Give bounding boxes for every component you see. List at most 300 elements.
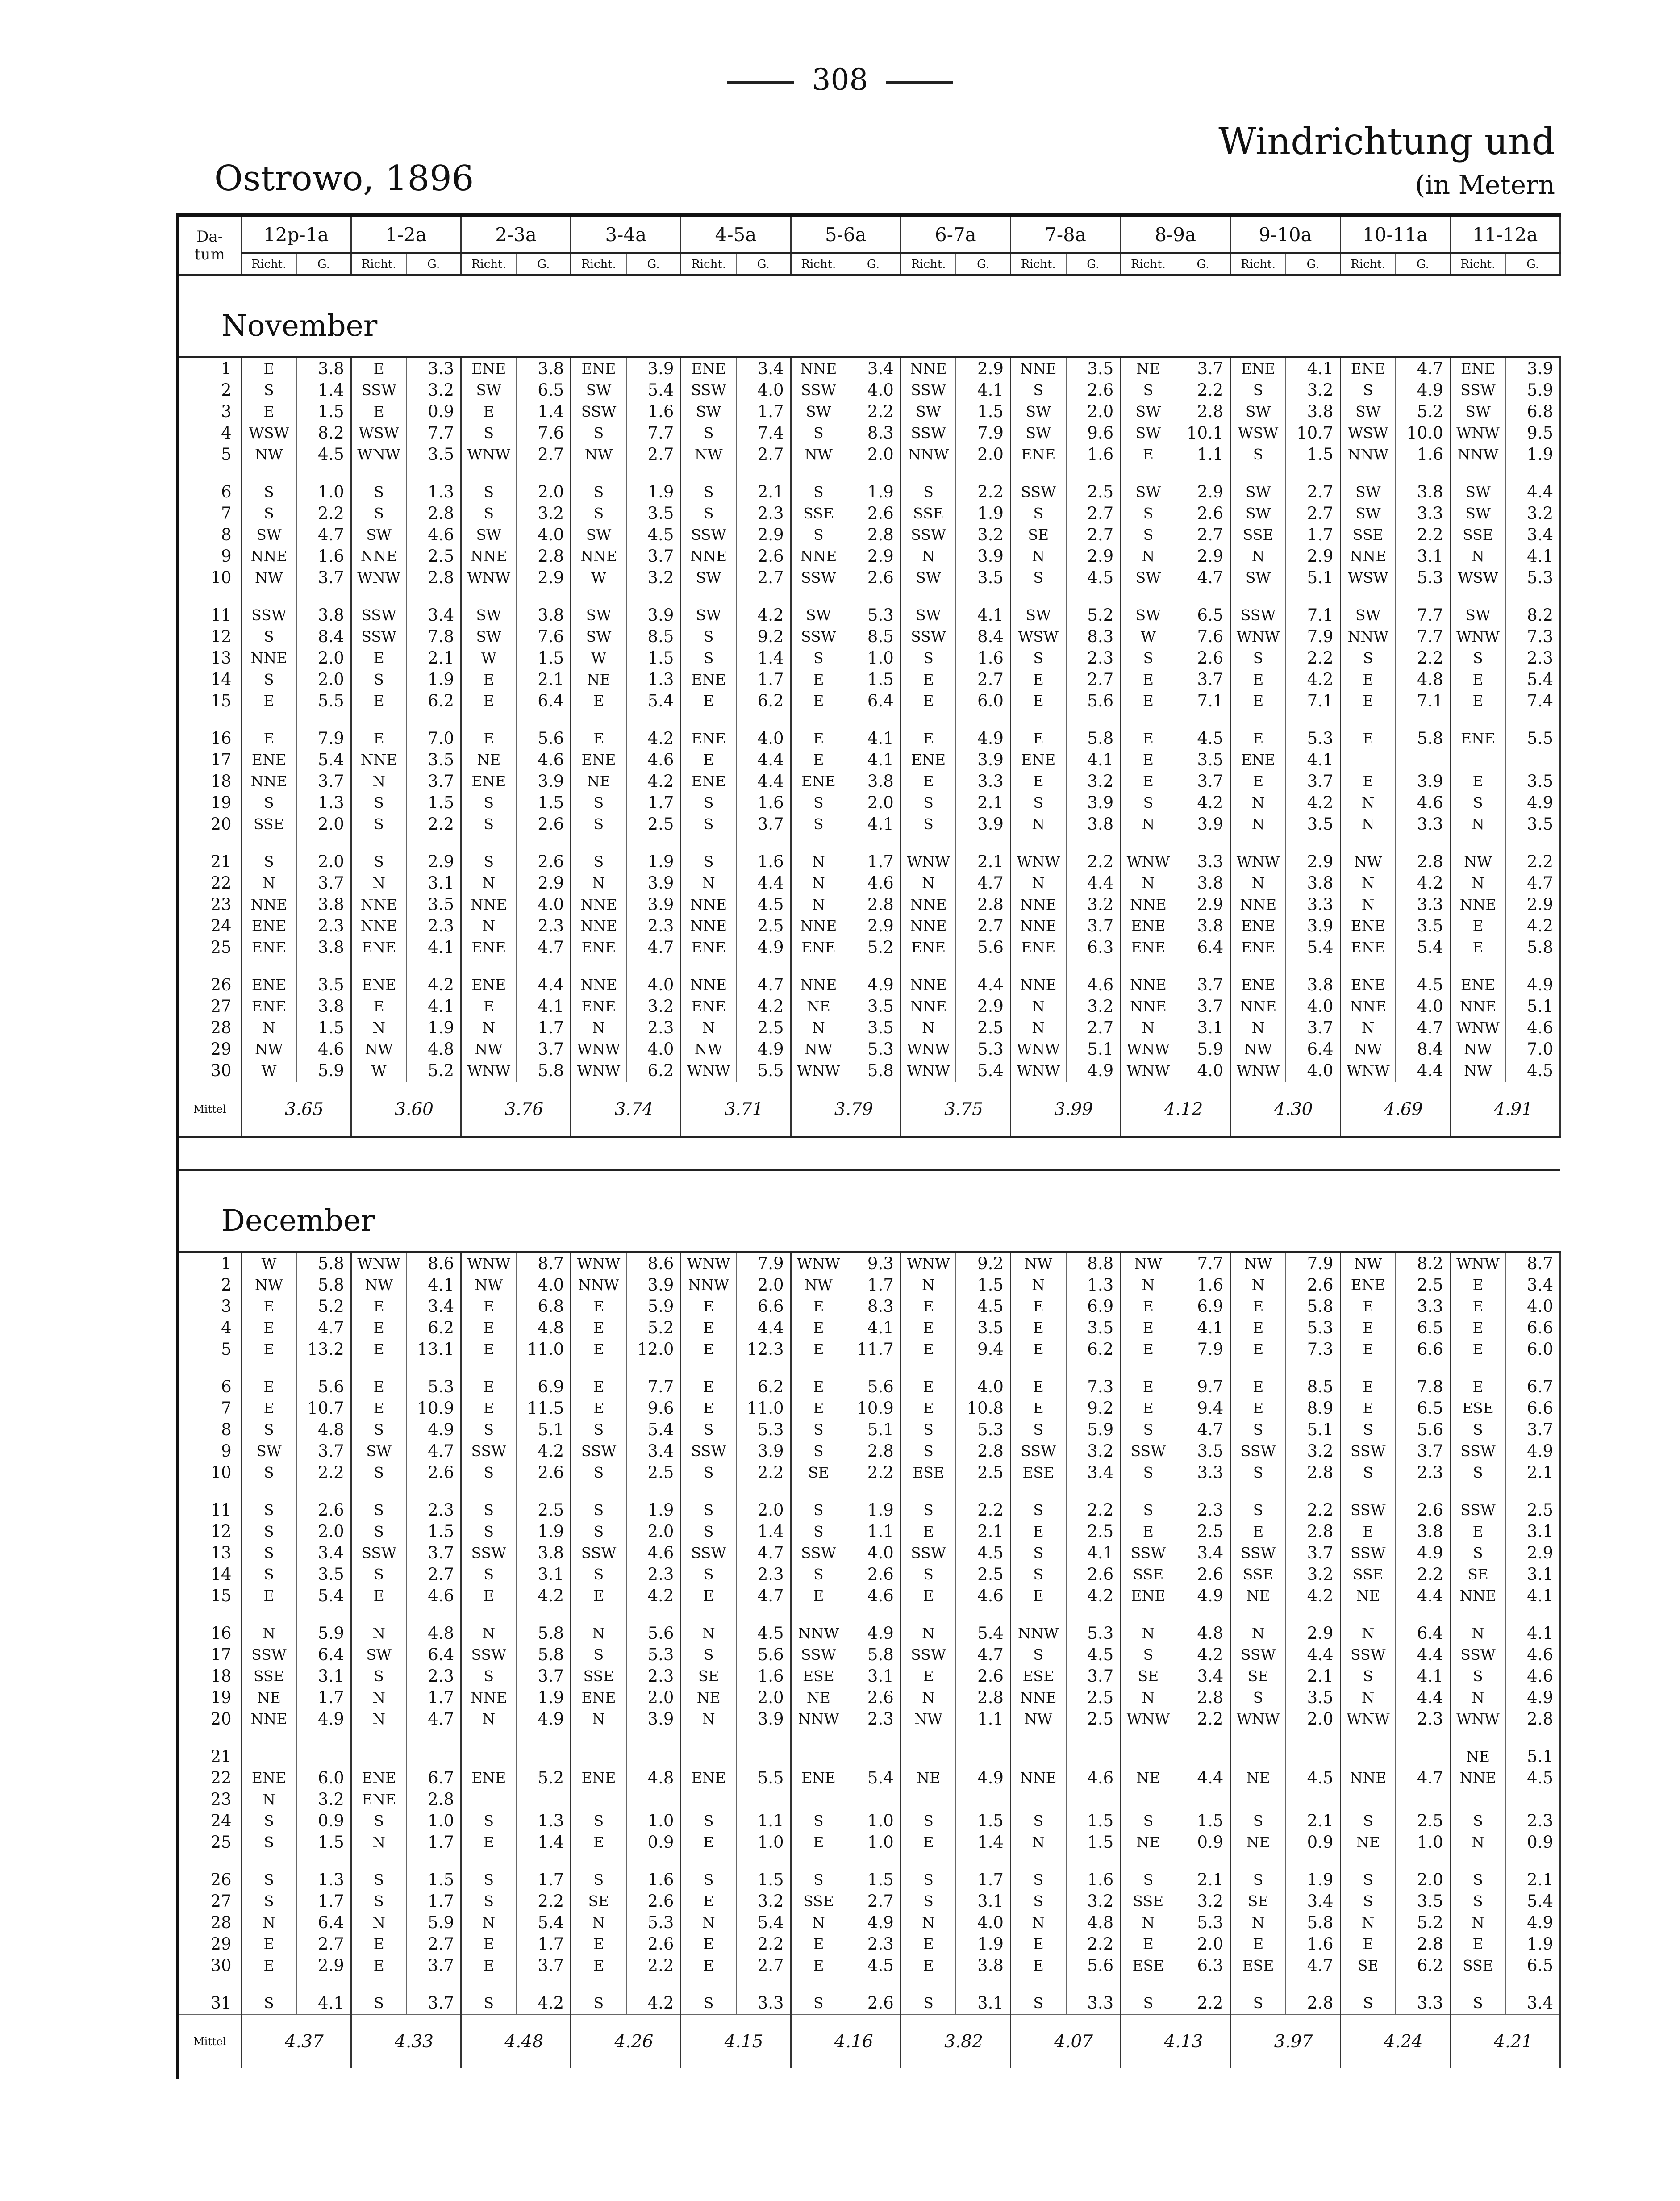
- speed-cell: 2.2: [1176, 1992, 1230, 2014]
- header-richt: Richt.: [571, 253, 626, 275]
- direction-cell: E: [241, 1398, 296, 1419]
- speed-cell: 1.6: [626, 1869, 681, 1891]
- mean-cell: 3.82: [900, 2014, 1010, 2068]
- speed-cell: 4.7: [1396, 1767, 1450, 1789]
- direction-cell: S: [1450, 1810, 1505, 1832]
- gap-cell: [351, 465, 406, 481]
- speed-cell: 5.5: [1505, 728, 1560, 749]
- direction-cell: N: [1121, 873, 1176, 894]
- direction-cell: N: [1340, 792, 1396, 814]
- direction-cell: E: [241, 1376, 296, 1398]
- speed-cell: 2.0: [296, 1521, 351, 1542]
- direction-cell: E: [351, 728, 406, 749]
- direction-cell: E: [461, 1398, 517, 1419]
- direction-cell: SSW: [791, 626, 846, 647]
- speed-cell: 3.2: [956, 524, 1010, 546]
- speed-cell: 2.8: [1396, 1934, 1450, 1955]
- direction-cell: N: [1450, 546, 1505, 567]
- speed-cell: 4.0: [1176, 1060, 1230, 1082]
- speed-cell: 3.1: [296, 1666, 351, 1687]
- speed-cell: 3.5: [1396, 915, 1450, 937]
- direction-cell: SSW: [900, 524, 956, 546]
- speed-cell: 4.2: [736, 605, 791, 626]
- direction-cell: SSW: [1340, 1499, 1396, 1521]
- gap-cell: [296, 712, 351, 728]
- speed-cell: 4.7: [1505, 873, 1560, 894]
- direction-cell: N: [1010, 814, 1066, 835]
- speed-cell: 6.7: [1505, 1376, 1560, 1398]
- direction-cell: WNW: [900, 851, 956, 873]
- speed-cell: 6.2: [1396, 1955, 1450, 1976]
- direction-cell: SSW: [900, 422, 956, 444]
- speed-cell: 11.7: [846, 1339, 900, 1360]
- direction-cell: E: [1450, 771, 1505, 792]
- direction-cell: NE: [1340, 1585, 1396, 1607]
- gap-cell: [179, 1976, 241, 1992]
- speed-cell: 3.2: [1286, 1564, 1340, 1585]
- header-datum: Da- tum: [179, 217, 241, 275]
- direction-cell: WNW: [571, 1252, 626, 1274]
- direction-cell: N: [351, 771, 406, 792]
- direction-cell: ENE: [1121, 915, 1176, 937]
- direction-cell: WNW: [571, 1039, 626, 1060]
- direction-cell: [571, 1789, 626, 1810]
- speed-cell: 2.5: [1505, 1499, 1560, 1521]
- speed-cell: 2.8: [1176, 1687, 1230, 1708]
- speed-cell: 4.7: [406, 1441, 461, 1462]
- speed-cell: 5.3: [1176, 1912, 1230, 1934]
- speed-cell: 7.6: [1176, 626, 1230, 647]
- speed-cell: 2.3: [1396, 1708, 1450, 1730]
- speed-cell: 2.0: [736, 1274, 791, 1296]
- speed-cell: 2.7: [1066, 524, 1121, 546]
- gap-cell: [241, 958, 296, 974]
- direction-cell: ENE: [1121, 937, 1176, 958]
- speed-cell: 9.6: [1066, 422, 1121, 444]
- speed-cell: 5.4: [1286, 937, 1340, 958]
- speed-cell: 4.1: [1176, 1317, 1230, 1339]
- direction-cell: E: [1121, 771, 1176, 792]
- day-cell: 3: [179, 401, 241, 422]
- direction-cell: NNE: [1340, 546, 1396, 567]
- direction-cell: S: [351, 1992, 406, 2014]
- direction-cell: [1010, 1746, 1066, 1767]
- direction-cell: E: [571, 728, 626, 749]
- direction-cell: SE: [1010, 524, 1066, 546]
- speed-cell: 3.4: [1505, 1992, 1560, 2014]
- speed-cell: 1.6: [1066, 444, 1121, 465]
- gap-cell: [681, 465, 736, 481]
- month-row: [179, 1170, 1560, 1252]
- gap-cell: [351, 958, 406, 974]
- gap-cell: [1396, 1976, 1450, 1992]
- gap-cell: [626, 589, 681, 605]
- direction-cell: NE: [571, 771, 626, 792]
- direction-cell: NNE: [461, 894, 517, 915]
- table-body: [179, 275, 1560, 2068]
- direction-cell: S: [1340, 1869, 1396, 1891]
- gap-cell: [1010, 1483, 1066, 1499]
- direction-cell: N: [900, 1687, 956, 1708]
- speed-cell: 5.2: [626, 1317, 681, 1339]
- direction-cell: SSW: [461, 1441, 517, 1462]
- header-g: G.: [1505, 253, 1560, 275]
- direction-cell: N: [1230, 1623, 1286, 1644]
- direction-cell: NNE: [571, 915, 626, 937]
- direction-cell: NE: [1121, 1832, 1176, 1853]
- direction-cell: ENE: [1340, 357, 1396, 380]
- gap-cell: [461, 958, 517, 974]
- speed-cell: 4.6: [1505, 1017, 1560, 1039]
- direction-cell: E: [1450, 669, 1505, 690]
- day-cell: 18: [179, 1666, 241, 1687]
- speed-cell: 4.4: [1176, 1767, 1230, 1789]
- direction-cell: S: [571, 1564, 626, 1585]
- table-row: [179, 792, 1560, 814]
- speed-cell: 1.5: [1286, 444, 1340, 465]
- direction-cell: S: [461, 1869, 517, 1891]
- day-cell: 1: [179, 357, 241, 380]
- direction-cell: E: [351, 1296, 406, 1317]
- direction-cell: ENE: [241, 996, 296, 1017]
- mean-cell: 3.74: [571, 1082, 681, 1137]
- direction-cell: SW: [1121, 567, 1176, 589]
- gap-cell: [1505, 1483, 1560, 1499]
- speed-cell: 0.9: [296, 1810, 351, 1832]
- speed-cell: 4.1: [406, 1274, 461, 1296]
- speed-cell: 1.0: [736, 1832, 791, 1853]
- direction-cell: N: [1230, 546, 1286, 567]
- direction-cell: E: [1450, 1317, 1505, 1339]
- speed-cell: 5.8: [1066, 728, 1121, 749]
- speed-cell: 2.3: [517, 915, 571, 937]
- gap-cell: [791, 1607, 846, 1623]
- speed-cell: 4.1: [1286, 749, 1340, 771]
- speed-cell: 2.8: [1396, 851, 1450, 873]
- table-row: [179, 1767, 1560, 1789]
- speed-cell: 4.1: [1286, 357, 1340, 380]
- direction-cell: SW: [1010, 401, 1066, 422]
- speed-cell: 3.2: [1505, 503, 1560, 524]
- speed-cell: 1.7: [517, 1934, 571, 1955]
- speed-cell: 3.5: [1066, 1317, 1121, 1339]
- direction-cell: S: [571, 1644, 626, 1666]
- speed-cell: 2.6: [1176, 647, 1230, 669]
- group-gap: [179, 1360, 1560, 1376]
- table-row: [179, 401, 1560, 422]
- day-cell: 6: [179, 481, 241, 503]
- table-row: [179, 1542, 1560, 1564]
- gap-cell: [461, 712, 517, 728]
- direction-cell: S: [1121, 1869, 1176, 1891]
- direction-cell: NW: [1010, 1252, 1066, 1274]
- direction-cell: SW: [681, 567, 736, 589]
- speed-cell: 6.2: [406, 690, 461, 712]
- speed-cell: 1.5: [956, 401, 1010, 422]
- direction-cell: ENE: [681, 728, 736, 749]
- speed-cell: 3.3: [1286, 894, 1340, 915]
- speed-cell: 2.7: [736, 444, 791, 465]
- speed-cell: 1.3: [626, 669, 681, 690]
- direction-cell: NNE: [1010, 915, 1066, 937]
- direction-cell: W: [241, 1060, 296, 1082]
- speed-cell: 3.7: [736, 814, 791, 835]
- gap-cell: [1396, 1360, 1450, 1376]
- gap-cell: [406, 1360, 461, 1376]
- direction-cell: ENE: [900, 749, 956, 771]
- gap-cell: [1286, 835, 1340, 851]
- direction-cell: E: [1340, 771, 1396, 792]
- speed-cell: 3.9: [1396, 771, 1450, 792]
- speed-cell: 2.8: [956, 1687, 1010, 1708]
- speed-cell: 2.8: [846, 894, 900, 915]
- direction-cell: NW: [1340, 1039, 1396, 1060]
- speed-cell: 6.9: [1176, 1296, 1230, 1317]
- direction-cell: N: [241, 873, 296, 894]
- gap-cell: [1066, 1730, 1121, 1746]
- day-cell: 17: [179, 1644, 241, 1666]
- gap-cell: [241, 465, 296, 481]
- gap-cell: [900, 712, 956, 728]
- gap-cell: [517, 1730, 571, 1746]
- day-cell: 17: [179, 749, 241, 771]
- gap-cell: [626, 1483, 681, 1499]
- speed-cell: 1.1: [736, 1810, 791, 1832]
- direction-cell: E: [351, 357, 406, 380]
- gap-cell: [681, 1730, 736, 1746]
- header-g: G.: [736, 253, 791, 275]
- day-cell: 21: [179, 1746, 241, 1767]
- speed-cell: 2.6: [846, 1687, 900, 1708]
- direction-cell: N: [461, 915, 517, 937]
- direction-cell: E: [900, 1955, 956, 1976]
- speed-cell: 2.8: [846, 1441, 900, 1462]
- direction-cell: NNE: [1010, 974, 1066, 996]
- speed-cell: 4.7: [956, 1644, 1010, 1666]
- direction-cell: E: [900, 728, 956, 749]
- header-g: G.: [1176, 253, 1230, 275]
- direction-cell: S: [351, 481, 406, 503]
- direction-cell: SSW: [1450, 1499, 1505, 1521]
- speed-cell: 9.2: [1066, 1398, 1121, 1419]
- direction-cell: S: [461, 481, 517, 503]
- speed-cell: 1.5: [296, 401, 351, 422]
- direction-cell: S: [241, 1832, 296, 1853]
- gap-cell: [1396, 1607, 1450, 1623]
- speed-cell: 4.0: [1396, 996, 1450, 1017]
- speed-cell: 2.3: [846, 1934, 900, 1955]
- speed-cell: 2.7: [1176, 524, 1230, 546]
- header-hour: 2-3a: [461, 217, 571, 253]
- direction-cell: W: [461, 647, 517, 669]
- speed-cell: 5.4: [296, 749, 351, 771]
- direction-cell: NNW: [681, 1274, 736, 1296]
- speed-cell: 4.2: [406, 974, 461, 996]
- speed-cell: 1.9: [626, 851, 681, 873]
- speed-cell: 2.0: [846, 792, 900, 814]
- gap-cell: [791, 835, 846, 851]
- direction-cell: NE: [461, 749, 517, 771]
- gap-cell: [571, 1607, 626, 1623]
- speed-cell: 4.6: [1396, 792, 1450, 814]
- speed-cell: 4.9: [1505, 1441, 1560, 1462]
- gap-cell: [736, 1853, 791, 1869]
- speed-cell: [1286, 1789, 1340, 1810]
- speed-cell: 2.8: [406, 503, 461, 524]
- speed-cell: 1.9: [846, 481, 900, 503]
- gap-cell: [791, 1730, 846, 1746]
- rule-right: [886, 81, 953, 84]
- direction-cell: S: [1340, 1891, 1396, 1912]
- speed-cell: 5.4: [626, 1419, 681, 1441]
- gap-cell: [1286, 958, 1340, 974]
- day-cell: 29: [179, 1039, 241, 1060]
- direction-cell: S: [681, 1810, 736, 1832]
- speed-cell: 6.2: [406, 1317, 461, 1339]
- gap-cell: [461, 1730, 517, 1746]
- gap-cell: [1396, 958, 1450, 974]
- gap-cell: [1010, 465, 1066, 481]
- direction-cell: SSW: [791, 380, 846, 401]
- gap-cell: [791, 1976, 846, 1992]
- speed-cell: 2.9: [1286, 546, 1340, 567]
- speed-cell: 2.2: [1066, 851, 1121, 873]
- direction-cell: E: [351, 1585, 406, 1607]
- direction-cell: S: [1230, 1419, 1286, 1441]
- mean-cell: 3.75: [900, 1082, 1010, 1137]
- direction-cell: N: [1230, 814, 1286, 835]
- direction-cell: NNE: [900, 357, 956, 380]
- table-row: [179, 503, 1560, 524]
- speed-cell: 4.1: [846, 749, 900, 771]
- gap-cell: [1010, 1853, 1066, 1869]
- direction-cell: E: [1010, 1955, 1066, 1976]
- speed-cell: 1.6: [736, 792, 791, 814]
- speed-cell: 6.9: [517, 1376, 571, 1398]
- direction-cell: S: [461, 422, 517, 444]
- gap-cell: [900, 958, 956, 974]
- direction-cell: NW: [461, 1039, 517, 1060]
- direction-cell: S: [241, 1499, 296, 1521]
- direction-cell: ENE: [681, 1767, 736, 1789]
- day-cell: 16: [179, 728, 241, 749]
- direction-cell: SSE: [791, 1891, 846, 1912]
- speed-cell: 3.4: [626, 1441, 681, 1462]
- group-gap: [179, 1483, 1560, 1499]
- speed-cell: 3.9: [626, 894, 681, 915]
- speed-cell: 4.5: [1176, 728, 1230, 749]
- speed-cell: 5.6: [296, 1376, 351, 1398]
- direction-cell: SSW: [1010, 1441, 1066, 1462]
- direction-cell: S: [571, 792, 626, 814]
- direction-cell: ENE: [351, 974, 406, 996]
- speed-cell: 2.3: [626, 915, 681, 937]
- gap-cell: [1010, 712, 1066, 728]
- table-row: [179, 1810, 1560, 1832]
- gap-cell: [1230, 1976, 1286, 1992]
- speed-cell: 5.3: [1396, 567, 1450, 589]
- direction-cell: S: [1121, 524, 1176, 546]
- gap-cell: [1121, 1607, 1176, 1623]
- gap-cell: [681, 589, 736, 605]
- direction-cell: SSE: [791, 503, 846, 524]
- direction-cell: SSE: [1450, 1955, 1505, 1976]
- direction-cell: SSW: [1450, 1644, 1505, 1666]
- speed-cell: 2.2: [846, 1462, 900, 1483]
- speed-cell: 3.8: [1176, 873, 1230, 894]
- speed-cell: 4.9: [846, 1912, 900, 1934]
- direction-cell: SW: [571, 626, 626, 647]
- direction-cell: S: [1010, 1542, 1066, 1564]
- header-g: G.: [1286, 253, 1340, 275]
- direction-cell: E: [461, 1339, 517, 1360]
- speed-cell: 2.8: [1286, 1521, 1340, 1542]
- table-row: [179, 1934, 1560, 1955]
- direction-cell: E: [681, 1317, 736, 1339]
- direction-cell: N: [1010, 996, 1066, 1017]
- speed-cell: 2.0: [626, 1687, 681, 1708]
- direction-cell: S: [351, 1521, 406, 1542]
- direction-cell: NNE: [1010, 894, 1066, 915]
- speed-cell: 3.3: [1066, 1992, 1121, 2014]
- table-row: [179, 567, 1560, 589]
- speed-cell: 5.8: [1286, 1912, 1340, 1934]
- mean-cell: 4.30: [1230, 1082, 1340, 1137]
- direction-cell: S: [791, 524, 846, 546]
- speed-cell: 2.3: [1505, 647, 1560, 669]
- speed-cell: 4.8: [1176, 1623, 1230, 1644]
- speed-cell: 2.8: [406, 567, 461, 589]
- direction-cell: E: [461, 669, 517, 690]
- direction-cell: WNW: [1230, 1060, 1286, 1082]
- gap-cell: [351, 1607, 406, 1623]
- speed-cell: 4.4: [1505, 481, 1560, 503]
- direction-cell: SW: [1010, 605, 1066, 626]
- speed-cell: 3.5: [846, 1017, 900, 1039]
- speed-cell: 2.7: [406, 1934, 461, 1955]
- gap-cell: [736, 589, 791, 605]
- direction-cell: WNW: [1121, 1060, 1176, 1082]
- speed-cell: 5.6: [956, 937, 1010, 958]
- group-gap: [179, 958, 1560, 974]
- speed-cell: 7.4: [1505, 690, 1560, 712]
- day-cell: 24: [179, 1810, 241, 1832]
- speed-cell: 5.2: [1396, 1912, 1450, 1934]
- header-hour: 8-9a: [1121, 217, 1230, 253]
- speed-cell: 8.2: [296, 422, 351, 444]
- day-cell: 12: [179, 626, 241, 647]
- day-cell: 13: [179, 1542, 241, 1564]
- direction-cell: E: [1450, 1339, 1505, 1360]
- direction-cell: E: [1340, 728, 1396, 749]
- speed-cell: 7.8: [1396, 1376, 1450, 1398]
- direction-cell: N: [791, 1017, 846, 1039]
- gap-cell: [517, 712, 571, 728]
- gap-cell: [1505, 712, 1560, 728]
- direction-cell: S: [241, 1419, 296, 1441]
- speed-cell: 1.7: [736, 669, 791, 690]
- speed-cell: 2.9: [1066, 546, 1121, 567]
- speed-cell: 9.4: [956, 1339, 1010, 1360]
- speed-cell: 5.8: [1286, 1296, 1340, 1317]
- page-subtitle: (in Metern: [1415, 170, 1555, 200]
- direction-cell: WNW: [1010, 1039, 1066, 1060]
- direction-cell: NE: [791, 1687, 846, 1708]
- direction-cell: E: [681, 1339, 736, 1360]
- speed-cell: 7.9: [1286, 626, 1340, 647]
- day-cell: 15: [179, 1585, 241, 1607]
- speed-cell: 2.2: [1286, 647, 1340, 669]
